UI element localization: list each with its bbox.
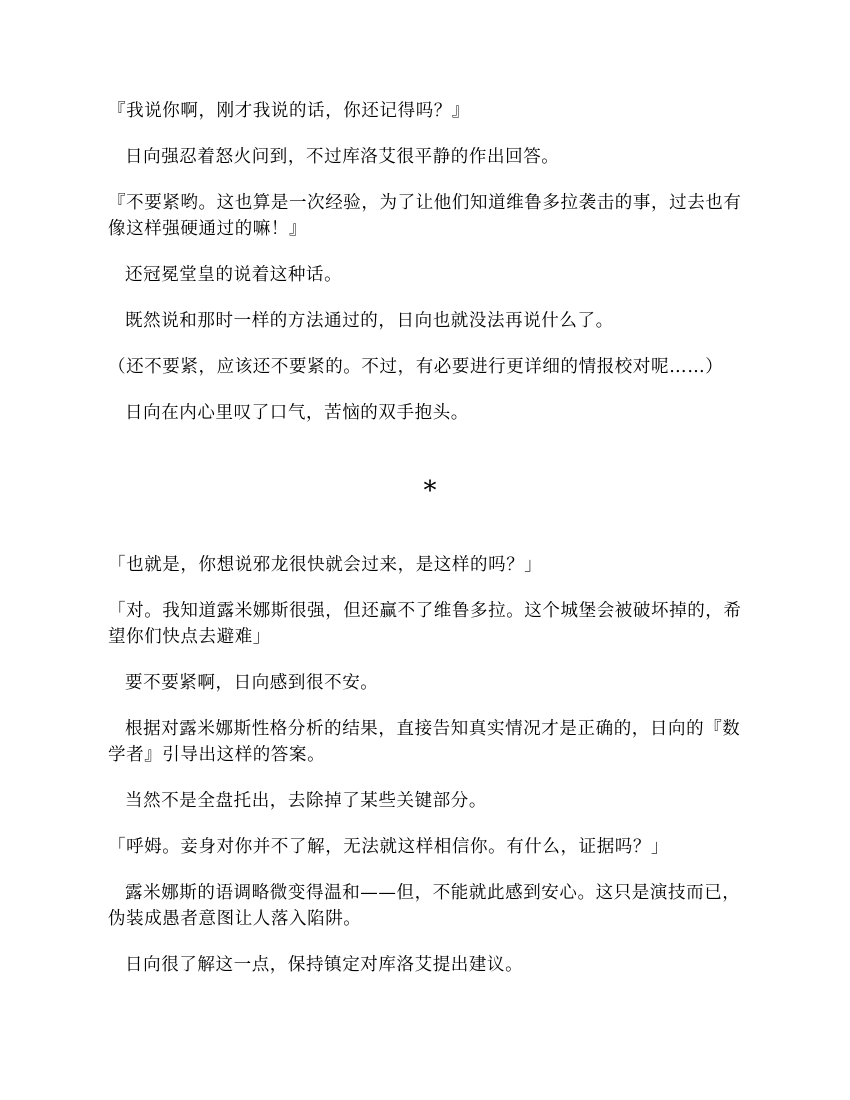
paragraph: 日向在内心里叹了口气，苦恼的双手抱头。 <box>125 403 469 423</box>
paragraph: （还不要紧，应该还不要紧的。不过，有必要进行更详细的情报校对呢……） <box>108 357 724 377</box>
paragraph: 「呼姆。妾身对你并不了解，无法就这样相信你。有什么，证据吗？」 <box>108 837 670 857</box>
paragraph: 「对。我知道露米娜斯很强，但还赢不了维鲁多拉。这个城堡会被破坏掉的，希望你们快点去避难」 <box>108 601 742 647</box>
paragraph: 当然不是全盘托出，去除掉了某些关键部分。 <box>125 791 487 811</box>
paragraph: 「也就是，你想说邪龙很快就会过来，是这样的吗？」 <box>108 555 543 575</box>
paragraph: 根据对露米娜斯性格分析的结果，直接告知真实情况才是正确的，日向的『数学者』引导出这样的答案。 <box>108 719 741 765</box>
paragraph: 既然说和那时一样的方法通过的，日向也就没法再说什么了。 <box>125 311 614 331</box>
paragraph: 要不要紧啊，日向感到很不安。 <box>125 673 379 693</box>
paragraph: 还冠冕堂皇的说着这种话。 <box>125 265 343 285</box>
paragraph: 『不要紧哟。这也算是一次经验，为了让他们知道维鲁多拉袭击的事，过去也有像这样强硬通过的嘛！』 <box>108 193 742 239</box>
paragraph: 日向很了解这一点，保持镇定对库洛艾提出建议。 <box>125 955 524 975</box>
section-1 <box>108 98 752 426</box>
document-page <box>108 98 752 998</box>
paragraph: 日向强忍着怒火问到，不过库洛艾很平静的作出回答。 <box>125 147 560 167</box>
paragraph: 露米娜斯的语调略微变得温和——但，不能就此感到安心。这只是演技而已，伪装成愚者意图让人落入陷阱。 <box>108 883 741 929</box>
paragraph: 『我说你啊，刚才我说的话，你还记得吗？』 <box>108 101 470 121</box>
section-2 <box>108 552 752 978</box>
section-separator: * <box>423 476 437 506</box>
